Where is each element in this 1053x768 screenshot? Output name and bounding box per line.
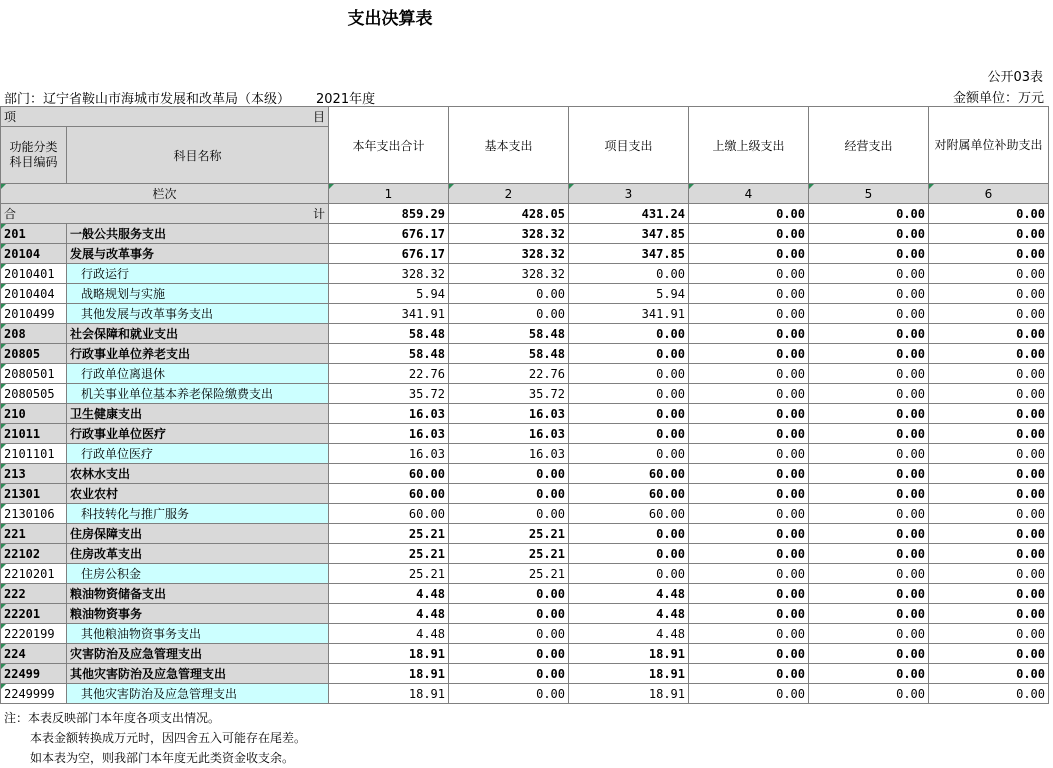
table-row <box>1 424 1049 444</box>
table-row <box>1 364 1049 384</box>
subject-code: 2080505 <box>1 384 67 404</box>
amount-cell: 0.00 <box>569 564 689 584</box>
subject-name: 行政运行 <box>67 264 329 284</box>
amount-cell: 0.00 <box>929 644 1049 664</box>
amount-cell: 0.00 <box>809 664 929 684</box>
amount-cell: 0.00 <box>689 224 809 244</box>
header-row-1 <box>1 107 1049 127</box>
table-row <box>1 604 1049 624</box>
note-line: 如本表为空，则我部门本年度无此类资金收支余。 <box>30 751 295 765</box>
subject-name: 住房保障支出 <box>67 524 329 544</box>
amount-cell: 0.00 <box>929 664 1049 684</box>
expenditure-table <box>0 106 1049 704</box>
amount-cell: 0.00 <box>449 484 569 504</box>
amount-cell: 0.00 <box>809 424 929 444</box>
table-row <box>1 584 1049 604</box>
amount-cell: 0.00 <box>689 684 809 704</box>
amount-cell: 676.17 <box>329 244 449 264</box>
subject-name: 战略规划与实施 <box>67 284 329 304</box>
table-row <box>1 404 1049 424</box>
amount-cell: 0.00 <box>449 664 569 684</box>
amount-cell: 0.00 <box>809 344 929 364</box>
amount-cell: 60.00 <box>329 504 449 524</box>
amount-cell: 0.00 <box>689 444 809 464</box>
col-number: 2 <box>449 184 569 204</box>
amount-cell: 0.00 <box>449 284 569 304</box>
table-row <box>1 484 1049 504</box>
department-name: 部门：辽宁省鞍山市海城市发展和改革局（本级） <box>4 92 291 107</box>
amount-cell: 0.00 <box>569 324 689 344</box>
amount-cell: 328.32 <box>329 264 449 284</box>
amount-cell: 0.00 <box>689 464 809 484</box>
col-number: 3 <box>569 184 689 204</box>
amount-cell: 18.91 <box>569 684 689 704</box>
col-number: 5 <box>809 184 929 204</box>
table-row <box>1 544 1049 564</box>
amount-cell: 0.00 <box>689 604 809 624</box>
table-row <box>1 504 1049 524</box>
subject-code: 20805 <box>1 344 67 364</box>
amount-cell: 0.00 <box>929 464 1049 484</box>
amount-cell: 0.00 <box>929 344 1049 364</box>
amount-cell: 0.00 <box>809 504 929 524</box>
amount-cell: 0.00 <box>809 444 929 464</box>
table-row <box>1 284 1049 304</box>
amount-cell: 0.00 <box>929 584 1049 604</box>
total-label <box>1 204 329 224</box>
amount-cell: 0.00 <box>809 584 929 604</box>
amount-cell: 0.00 <box>689 484 809 504</box>
amount-cell: 0.00 <box>929 564 1049 584</box>
amount-cell: 0.00 <box>689 644 809 664</box>
subject-name: 一般公共服务支出 <box>67 224 329 244</box>
table-row <box>1 304 1049 324</box>
subject-code: 2101101 <box>1 444 67 464</box>
amount-cell: 0.00 <box>809 324 929 344</box>
amount-cell: 4.48 <box>569 624 689 644</box>
total-value: 0.00 <box>809 204 929 224</box>
amount-cell: 25.21 <box>329 564 449 584</box>
table-row <box>1 664 1049 684</box>
amount-cell: 4.48 <box>329 584 449 604</box>
total-value: 428.05 <box>449 204 569 224</box>
amount-cell: 0.00 <box>449 304 569 324</box>
amount-cell: 0.00 <box>569 344 689 364</box>
amount-cell: 5.94 <box>569 284 689 304</box>
amount-cell: 341.91 <box>329 304 449 324</box>
amount-cell: 328.32 <box>449 264 569 284</box>
amount-cell: 0.00 <box>449 684 569 704</box>
subject-name: 住房改革支出 <box>67 544 329 564</box>
amount-cell: 0.00 <box>929 224 1049 244</box>
amount-cell: 58.48 <box>329 324 449 344</box>
amount-cell: 4.48 <box>329 624 449 644</box>
amount-cell: 0.00 <box>689 664 809 684</box>
total-value: 431.24 <box>569 204 689 224</box>
amount-cell: 0.00 <box>929 384 1049 404</box>
subject-code: 21011 <box>1 424 67 444</box>
subject-name: 粮油物资事务 <box>67 604 329 624</box>
amount-cell: 0.00 <box>809 384 929 404</box>
amount-cell: 25.21 <box>329 544 449 564</box>
amount-cell: 0.00 <box>809 404 929 424</box>
amount-cell: 0.00 <box>929 364 1049 384</box>
amount-cell: 0.00 <box>809 364 929 384</box>
amount-cell: 18.91 <box>329 644 449 664</box>
amount-cell: 0.00 <box>929 624 1049 644</box>
amount-cell: 0.00 <box>569 404 689 424</box>
subject-code: 2010401 <box>1 264 67 284</box>
amount-cell: 4.48 <box>569 604 689 624</box>
amount-cell: 0.00 <box>569 384 689 404</box>
amount-cell: 18.91 <box>569 644 689 664</box>
amount-cell: 341.91 <box>569 304 689 324</box>
amount-cell: 0.00 <box>809 564 929 584</box>
amount-cell: 35.72 <box>449 384 569 404</box>
amount-cell: 0.00 <box>929 244 1049 264</box>
subject-name: 机关事业单位基本养老保险缴费支出 <box>67 384 329 404</box>
subject-code: 2130106 <box>1 504 67 524</box>
amount-cell: 0.00 <box>809 264 929 284</box>
amount-cell: 328.32 <box>449 244 569 264</box>
xiang-mu-header <box>1 107 329 127</box>
amount-cell: 347.85 <box>569 244 689 264</box>
amount-cell: 0.00 <box>569 524 689 544</box>
amount-cell: 0.00 <box>929 604 1049 624</box>
amount-cell: 25.21 <box>449 564 569 584</box>
amount-cell: 25.21 <box>329 524 449 544</box>
subject-code: 22102 <box>1 544 67 564</box>
amount-cell: 0.00 <box>689 244 809 264</box>
fiscal-year: 2021年度 <box>316 92 376 107</box>
subject-code: 2249999 <box>1 684 67 704</box>
col-number: 1 <box>329 184 449 204</box>
amount-cell: 0.00 <box>689 384 809 404</box>
subject-name: 住房公积金 <box>67 564 329 584</box>
total-label-left: 合 <box>4 207 17 221</box>
amount-cell: 18.91 <box>569 664 689 684</box>
amount-cell: 0.00 <box>809 644 929 664</box>
table-row <box>1 324 1049 344</box>
amount-cell: 0.00 <box>809 604 929 624</box>
amount-cell: 0.00 <box>929 684 1049 704</box>
amount-cell: 16.03 <box>449 404 569 424</box>
page-title: 支出决算表 <box>347 9 433 29</box>
subject-code: 213 <box>1 464 67 484</box>
table-row <box>1 244 1049 264</box>
amount-cell: 0.00 <box>929 424 1049 444</box>
total-label-right: 计 <box>312 207 325 221</box>
notes <box>4 708 306 768</box>
subject-name: 行政单位离退休 <box>67 364 329 384</box>
subject-name: 灾害防治及应急管理支出 <box>67 644 329 664</box>
amount-cell: 0.00 <box>689 324 809 344</box>
subject-name: 粮油物资储备支出 <box>67 584 329 604</box>
amount-cell: 0.00 <box>689 504 809 524</box>
subject-name: 卫生健康支出 <box>67 404 329 424</box>
amount-cell: 35.72 <box>329 384 449 404</box>
subject-code: 201 <box>1 224 67 244</box>
subject-name: 社会保障和就业支出 <box>67 324 329 344</box>
amount-cell: 16.03 <box>449 424 569 444</box>
col-header-4: 上缴上级支出 <box>689 107 809 184</box>
amount-cell: 58.48 <box>449 324 569 344</box>
col-number: 6 <box>929 184 1049 204</box>
total-value: 0.00 <box>689 204 809 224</box>
amount-cell: 0.00 <box>689 544 809 564</box>
amount-cell: 0.00 <box>809 544 929 564</box>
lanci-row <box>1 184 1049 204</box>
amount-cell: 0.00 <box>689 304 809 324</box>
amount-cell: 0.00 <box>689 524 809 544</box>
amount-cell: 0.00 <box>449 604 569 624</box>
amount-cell: 16.03 <box>329 404 449 424</box>
amount-cell: 0.00 <box>689 564 809 584</box>
amount-cell: 25.21 <box>449 524 569 544</box>
subject-code: 2010404 <box>1 284 67 304</box>
subject-code: 22499 <box>1 664 67 684</box>
amount-cell: 0.00 <box>449 644 569 664</box>
amount-cell: 58.48 <box>449 344 569 364</box>
table-row <box>1 464 1049 484</box>
amount-cell: 16.03 <box>329 444 449 464</box>
amount-cell: 0.00 <box>929 324 1049 344</box>
amount-unit: 金额单位：万元 <box>952 91 1044 106</box>
amount-cell: 0.00 <box>809 624 929 644</box>
total-row <box>1 204 1049 224</box>
table-row <box>1 524 1049 544</box>
amount-cell: 60.00 <box>569 484 689 504</box>
subject-name: 行政事业单位医疗 <box>67 424 329 444</box>
subject-name: 其他发展与改革事务支出 <box>67 304 329 324</box>
amount-cell: 0.00 <box>809 284 929 304</box>
subject-name: 发展与改革事务 <box>67 244 329 264</box>
amount-cell: 4.48 <box>329 604 449 624</box>
col-number: 4 <box>689 184 809 204</box>
amount-cell: 60.00 <box>329 464 449 484</box>
amount-cell: 16.03 <box>329 424 449 444</box>
note-line: 本表金额转换成万元时，因四舍五入可能存在尾差。 <box>30 731 307 745</box>
amount-cell: 0.00 <box>569 444 689 464</box>
amount-cell: 0.00 <box>809 224 929 244</box>
xiang-label: 项 <box>4 110 17 124</box>
amount-cell: 60.00 <box>569 464 689 484</box>
col-header-1: 本年支出合计 <box>329 107 449 184</box>
amount-cell: 0.00 <box>929 404 1049 424</box>
col-header-3: 项目支出 <box>569 107 689 184</box>
amount-cell: 18.91 <box>329 664 449 684</box>
subject-code: 2210201 <box>1 564 67 584</box>
amount-cell: 0.00 <box>569 544 689 564</box>
subject-name: 行政事业单位养老支出 <box>67 344 329 364</box>
amount-cell: 0.00 <box>809 684 929 704</box>
amount-cell: 347.85 <box>569 224 689 244</box>
department-line <box>4 88 375 107</box>
subject-name: 其他灾害防治及应急管理支出 <box>67 684 329 704</box>
subject-code: 210 <box>1 404 67 424</box>
amount-cell: 0.00 <box>809 464 929 484</box>
amount-cell: 0.00 <box>689 424 809 444</box>
amount-cell: 0.00 <box>689 624 809 644</box>
amount-cell: 0.00 <box>929 444 1049 464</box>
amount-cell: 0.00 <box>689 284 809 304</box>
subject-name: 其他灾害防治及应急管理支出 <box>67 664 329 684</box>
table-row <box>1 444 1049 464</box>
subject-code: 224 <box>1 644 67 664</box>
amount-cell: 328.32 <box>449 224 569 244</box>
amount-cell: 4.48 <box>569 584 689 604</box>
func-code-header: 功能分类 科目编码 <box>1 127 67 184</box>
subject-code: 221 <box>1 524 67 544</box>
amount-cell: 22.76 <box>449 364 569 384</box>
total-value: 0.00 <box>929 204 1049 224</box>
amount-cell: 0.00 <box>929 524 1049 544</box>
subject-name-header: 科目名称 <box>67 127 329 184</box>
subject-code: 2080501 <box>1 364 67 384</box>
amount-cell: 0.00 <box>449 464 569 484</box>
table-row <box>1 264 1049 284</box>
amount-cell: 58.48 <box>329 344 449 364</box>
amount-cell: 0.00 <box>569 424 689 444</box>
subject-code: 22201 <box>1 604 67 624</box>
amount-cell: 0.00 <box>929 484 1049 504</box>
amount-cell: 0.00 <box>569 364 689 384</box>
amount-cell: 0.00 <box>689 584 809 604</box>
subject-code: 208 <box>1 324 67 344</box>
amount-cell: 0.00 <box>929 544 1049 564</box>
amount-cell: 0.00 <box>929 504 1049 524</box>
amount-cell: 0.00 <box>809 244 929 264</box>
amount-cell: 5.94 <box>329 284 449 304</box>
amount-cell: 0.00 <box>809 484 929 504</box>
col-header-6: 对附属单位补助支出 <box>929 107 1049 184</box>
table-row <box>1 644 1049 664</box>
amount-cell: 0.00 <box>449 584 569 604</box>
amount-cell: 0.00 <box>449 504 569 524</box>
amount-cell: 0.00 <box>569 264 689 284</box>
amount-cell: 0.00 <box>929 304 1049 324</box>
table-row <box>1 384 1049 404</box>
table-row <box>1 684 1049 704</box>
amount-cell: 0.00 <box>809 524 929 544</box>
amount-cell: 0.00 <box>689 364 809 384</box>
amount-cell: 0.00 <box>929 264 1049 284</box>
amount-cell: 16.03 <box>449 444 569 464</box>
amount-cell: 0.00 <box>689 344 809 364</box>
table-code: 公开03表 <box>987 70 1043 85</box>
subject-code: 20104 <box>1 244 67 264</box>
subject-name: 行政单位医疗 <box>67 444 329 464</box>
subject-code: 21301 <box>1 484 67 504</box>
subject-code: 2220199 <box>1 624 67 644</box>
note-line: 注：本表反映部门本年度各项支出情况。 <box>4 711 221 725</box>
col-header-5: 经营支出 <box>809 107 929 184</box>
amount-cell: 60.00 <box>329 484 449 504</box>
amount-cell: 0.00 <box>689 264 809 284</box>
lanci-label: 栏次 <box>1 184 329 204</box>
subject-code: 222 <box>1 584 67 604</box>
total-value: 859.29 <box>329 204 449 224</box>
amount-cell: 0.00 <box>929 284 1049 304</box>
subject-code: 2010499 <box>1 304 67 324</box>
amount-cell: 60.00 <box>569 504 689 524</box>
col-header-2: 基本支出 <box>449 107 569 184</box>
table-row <box>1 224 1049 244</box>
amount-cell: 18.91 <box>329 684 449 704</box>
subject-name: 农林水支出 <box>67 464 329 484</box>
subject-name: 农业农村 <box>67 484 329 504</box>
table-row <box>1 564 1049 584</box>
amount-cell: 22.76 <box>329 364 449 384</box>
table-row <box>1 344 1049 364</box>
amount-cell: 0.00 <box>809 304 929 324</box>
mu-label: 目 <box>312 110 325 124</box>
amount-cell: 676.17 <box>329 224 449 244</box>
table-row <box>1 624 1049 644</box>
amount-cell: 0.00 <box>689 404 809 424</box>
subject-name: 其他粮油物资事务支出 <box>67 624 329 644</box>
amount-cell: 0.00 <box>449 624 569 644</box>
subject-name: 科技转化与推广服务 <box>67 504 329 524</box>
amount-cell: 25.21 <box>449 544 569 564</box>
